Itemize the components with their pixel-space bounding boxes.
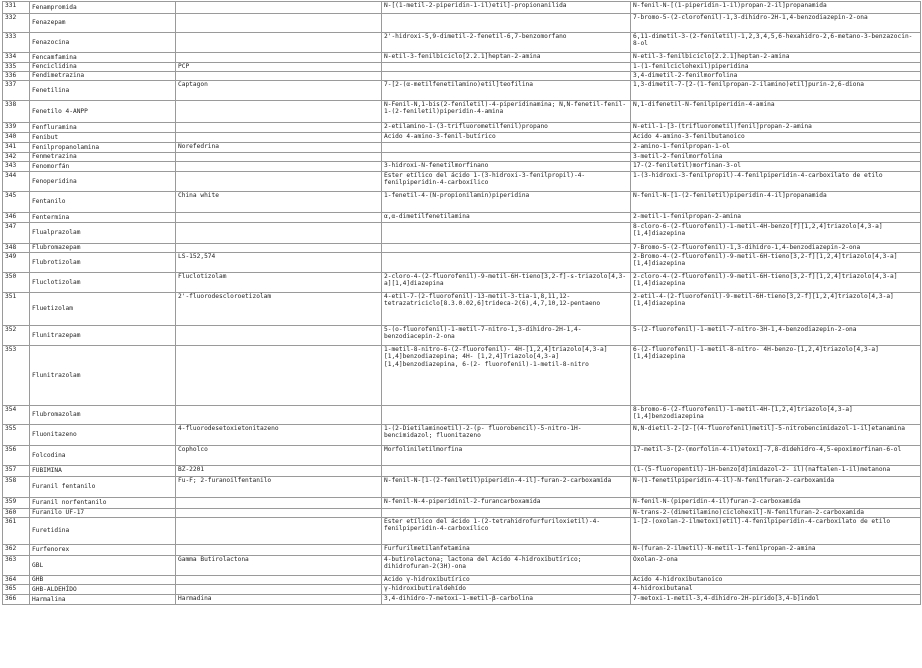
iupac-name-cell: 6-(2-fluorofenil)-1-metil-8-nitro- 4H-benzo-[1,2,4]triazolo[4,3-a][1,4]diazepina bbox=[631, 346, 921, 406]
row-number-cell: 347 bbox=[3, 223, 30, 244]
chemical-name-cell: 2'-hidroxi-5,9-dimetil-2-fenetil-6,7-benzomorfano bbox=[382, 33, 631, 53]
iupac-name-cell: 8-bromo-6-(2-fluorofenil)-1-metil-4H-[1,2,4]triazolo[4,3-a][1,4]benzodiazepina bbox=[631, 406, 921, 425]
substance-name-cell: Fenmetrazina bbox=[30, 153, 176, 162]
iupac-name-cell: N-etil-1-[3-(trifluorometil)fenil]propan-2-amina bbox=[631, 123, 921, 133]
chemical-name-cell: 2-cloro-4-(2-fluorofenil)-9-metil-6H-tieno[3,2-f]-s-triazolo[4,3-a][1,4]diazepina bbox=[382, 273, 631, 293]
table-row bbox=[3, 326, 921, 346]
chemical-name-cell: Furfurilmetilanfetamina bbox=[382, 545, 631, 556]
synonym-cell: Fluclotizolam bbox=[176, 273, 382, 293]
synonym-cell: Captagon bbox=[176, 81, 382, 101]
row-number-cell: 340 bbox=[3, 133, 30, 143]
substance-name-cell: Fentermina bbox=[30, 213, 176, 223]
chemical-name-cell: 2-etilamino-1-(3-trifluorometilfenil)propano bbox=[382, 123, 631, 133]
iupac-name-cell: 6,11-dimetil-3-(2-feniletil)-1,2,3,4,5,6-hexahidro-2,6-metano-3-benzazocin-8-ol bbox=[631, 33, 921, 53]
chemical-name-cell bbox=[382, 466, 631, 477]
row-number-cell: 332 bbox=[3, 14, 30, 33]
table-row bbox=[3, 545, 921, 556]
chemical-name-cell bbox=[382, 63, 631, 72]
substance-name-cell: GBL bbox=[30, 556, 176, 576]
iupac-name-cell: 17-metil-3-[2-(morfolin-4-il)etoxi]-7,8-didehidro-4,5-epoximorfinan-6-ol bbox=[631, 446, 921, 466]
chemical-name-cell: 3,4-dihidro-7-metoxi-1-metil-β-carbolina bbox=[382, 595, 631, 605]
synonym-cell bbox=[176, 14, 382, 33]
iupac-name-cell: N-fenil-N-[1-(2-feniletil)piperidin-4-il]propanamida bbox=[631, 192, 921, 213]
table-row bbox=[3, 346, 921, 406]
row-number-cell: 362 bbox=[3, 545, 30, 556]
chemical-name-cell: 1-metil-8-nitro-6-(2-fluorofenil)- 4H-[1,2,4]triazolo[4,3-a][1,4]benzodiazepina; 4H- [1,2,4]Triazolo[4,3-a][1,4]benzodiazepina, 6-(2- fluorofenil)-1-metil-8-nitro bbox=[382, 346, 631, 406]
iupac-name-cell: 2-etil-4-(2-fluorofenil)-9-metil-6H-tieno[3,2-f][1,2,4]triazolo[4,3-a][1,4]diazepina bbox=[631, 293, 921, 326]
row-number-cell: 335 bbox=[3, 63, 30, 72]
row-number-cell: 356 bbox=[3, 446, 30, 466]
table-body bbox=[3, 2, 921, 605]
chemical-name-cell: Ester etílico del ácido 1-(3-hidroxi-3-fenilpropil)-4-fenilpiperidin-4-carboxílico bbox=[382, 172, 631, 192]
chemical-name-cell: 1-fenetil-4-(N-propionilamin)piperidina bbox=[382, 192, 631, 213]
substance-name-cell: Fenilpropanolamina bbox=[30, 143, 176, 153]
substance-name-cell: Fenfluramina bbox=[30, 123, 176, 133]
substance-name-cell: Flubromazepam bbox=[30, 244, 176, 253]
chemical-name-cell: N-[(1-metil-2-piperidin-1-il)etil]-propionanilida bbox=[382, 2, 631, 14]
substance-name-cell: Fendimetrazina bbox=[30, 72, 176, 81]
iupac-name-cell: 3,4-dimetil-2-fenilmorfolina bbox=[631, 72, 921, 81]
row-number-cell: 350 bbox=[3, 273, 30, 293]
synonym-cell bbox=[176, 326, 382, 346]
synonym-cell: Harmadina bbox=[176, 595, 382, 605]
table-row bbox=[3, 14, 921, 33]
iupac-name-cell: 1-(1-fenilciclohexil)piperidina bbox=[631, 63, 921, 72]
row-number-cell: 364 bbox=[3, 576, 30, 585]
table-row bbox=[3, 2, 921, 14]
synonym-cell bbox=[176, 53, 382, 63]
table-row bbox=[3, 498, 921, 509]
substance-name-cell: Fluetizolam bbox=[30, 293, 176, 326]
row-number-cell: 336 bbox=[3, 72, 30, 81]
table-row bbox=[3, 293, 921, 326]
table-row bbox=[3, 477, 921, 498]
chemical-name-cell: 1-(2-Dietilaminoetil)-2-(p- fluorobencil)-5-nitro-1H-bencimidazol; fluonitazeno bbox=[382, 425, 631, 446]
iupac-name-cell: 4-hidroxibutanal bbox=[631, 585, 921, 595]
synonym-cell: PCP bbox=[176, 63, 382, 72]
table-row bbox=[3, 223, 921, 244]
iupac-name-cell: 7-metoxi-1-metil-3,4-dihidro-2H-pirido[3,4-b]indol bbox=[631, 595, 921, 605]
synonym-cell bbox=[176, 498, 382, 509]
chemical-name-cell: N-etil-3-fenilbiciclo[2.2.1]heptan-2-amina bbox=[382, 53, 631, 63]
substance-name-cell: Fenciclidina bbox=[30, 63, 176, 72]
table-row bbox=[3, 244, 921, 253]
row-number-cell: 331 bbox=[3, 2, 30, 14]
chemical-name-cell: N-fenil-N-4-piperidinil-2-furancarboxamida bbox=[382, 498, 631, 509]
iupac-name-cell: 1-[2-(oxolan-2-ilmetoxi)etil]-4-fenilpiperidin-4-carboxilato de etilo bbox=[631, 518, 921, 545]
substance-name-cell: Furanil fentanilo bbox=[30, 477, 176, 498]
iupac-name-cell: 2-amino-1-fenilpropan-1-ol bbox=[631, 143, 921, 153]
iupac-name-cell: Ácido 4-hidroxibutanoico bbox=[631, 576, 921, 585]
iupac-name-cell: 7-Bromo-5-(2-fluorofenil)-1,3-dihidro-1,4-benzodiazepin-2-ona bbox=[631, 244, 921, 253]
table-row bbox=[3, 253, 921, 273]
iupac-name-cell: 5-(2-fluorofenil)-1-metil-7-nitro-3H-1,4-benzodiazepin-2-ona bbox=[631, 326, 921, 346]
iupac-name-cell: N-fenil-N-[(1-piperidin-1-il)propan-2-il]propanamida bbox=[631, 2, 921, 14]
table-row bbox=[3, 446, 921, 466]
chemical-name-cell: 5-(o-fluorofenil)-1-metil-7-nitro-1,3-dihidro-2H-1,4-benzodiacepin-2-ona bbox=[382, 326, 631, 346]
table-row bbox=[3, 172, 921, 192]
table-row bbox=[3, 213, 921, 223]
synonym-cell bbox=[176, 123, 382, 133]
chemical-name-cell bbox=[382, 153, 631, 162]
substance-name-cell: Furetidina bbox=[30, 518, 176, 545]
table-row bbox=[3, 406, 921, 425]
iupac-name-cell: N-(1-fenetilpiperidin-4-il)-N-fenilfuran-2-carboxamida bbox=[631, 477, 921, 498]
row-number-cell: 355 bbox=[3, 425, 30, 446]
synonym-cell bbox=[176, 406, 382, 425]
row-number-cell: 366 bbox=[3, 595, 30, 605]
row-number-cell: 365 bbox=[3, 585, 30, 595]
substance-name-cell: Fenetilo 4-ANPP bbox=[30, 101, 176, 123]
chemical-name-cell: Ester etílico del ácido 1-(2-tetrahidrofurfuriloxietil)-4-fenilpiperidin-4-carboxílico bbox=[382, 518, 631, 545]
table-row bbox=[3, 595, 921, 605]
table-row bbox=[3, 585, 921, 595]
row-number-cell: 349 bbox=[3, 253, 30, 273]
chemical-name-cell: 3-hidroxi-N-fenetilmorfinano bbox=[382, 162, 631, 172]
substance-name-cell: Fencamfamina bbox=[30, 53, 176, 63]
substance-table bbox=[2, 1, 921, 605]
chemical-name-cell bbox=[382, 72, 631, 81]
row-number-cell: 333 bbox=[3, 33, 30, 53]
iupac-name-cell: N-(furan-2-ilmetil)-N-metil-1-fenilpropan-2-amina bbox=[631, 545, 921, 556]
synonym-cell bbox=[176, 576, 382, 585]
row-number-cell: 357 bbox=[3, 466, 30, 477]
substance-name-cell: Flubromazolam bbox=[30, 406, 176, 425]
table-row bbox=[3, 53, 921, 63]
substance-name-cell: Flunitrazepam bbox=[30, 326, 176, 346]
substance-name-cell: Fluclotizolam bbox=[30, 273, 176, 293]
synonym-cell: Copholco bbox=[176, 446, 382, 466]
chemical-name-cell bbox=[382, 509, 631, 518]
chemical-name-cell bbox=[382, 223, 631, 244]
row-number-cell: 351 bbox=[3, 293, 30, 326]
synonym-cell: China white bbox=[176, 192, 382, 213]
chemical-name-cell: N-Fenil-N,1-bis(2-feniletil)-4-piperidinamina; N,N-fenetil-fenil-1-(2-feniletil)piperidin-4-amina bbox=[382, 101, 631, 123]
iupac-name-cell: 3-metil-2-fenilmorfolina bbox=[631, 153, 921, 162]
substance-name-cell: Fenoperidina bbox=[30, 172, 176, 192]
table-row bbox=[3, 101, 921, 123]
substance-name-cell: Furfenorex bbox=[30, 545, 176, 556]
iupac-name-cell: N,1-difenetil-N-fenilpiperidin-4-amina bbox=[631, 101, 921, 123]
row-number-cell: 345 bbox=[3, 192, 30, 213]
row-number-cell: 353 bbox=[3, 346, 30, 406]
row-number-cell: 339 bbox=[3, 123, 30, 133]
iupac-name-cell: 1,3-dimetil-7-[2-(1-fenilpropan-2-ilamino)etil]purin-2,6-diona bbox=[631, 81, 921, 101]
synonym-cell bbox=[176, 153, 382, 162]
iupac-name-cell: 7-bromo-5-(2-clorofenil)-1,3-dihidro-2H-1,4-benzodiazepin-2-ona bbox=[631, 14, 921, 33]
iupac-name-cell: N,N-dietil-2-[2-[(4-fluorofenil)metil]-5-nitrobencimidazol-1-il]etanamina bbox=[631, 425, 921, 446]
table-row bbox=[3, 466, 921, 477]
chemical-name-cell: α,α-dimetilfenetilamina bbox=[382, 213, 631, 223]
table-row bbox=[3, 273, 921, 293]
iupac-name-cell: N-etil-3-fenilbiciclo[2.2.1]heptan-2-amina bbox=[631, 53, 921, 63]
chemical-name-cell: Morfoliniletilmorfina bbox=[382, 446, 631, 466]
synonym-cell bbox=[176, 162, 382, 172]
row-number-cell: 334 bbox=[3, 53, 30, 63]
table-row bbox=[3, 425, 921, 446]
substance-name-cell: Fluonitazeno bbox=[30, 425, 176, 446]
iupac-name-cell: 2-cloro-4-(2-fluorofenil)-9-metil-6H-tieno[3,2-f][1,2,4]triazolo[4,3-a][1,4]diazepina bbox=[631, 273, 921, 293]
synonym-cell bbox=[176, 509, 382, 518]
table-row bbox=[3, 556, 921, 576]
chemical-name-cell: N-fenil-N-[1-(2-feniletil)piperidin-4-il]-furan-2-carboxamida bbox=[382, 477, 631, 498]
row-number-cell: 338 bbox=[3, 101, 30, 123]
table-row bbox=[3, 509, 921, 518]
chemical-name-cell bbox=[382, 14, 631, 33]
synonym-cell: Norefedrina bbox=[176, 143, 382, 153]
substance-name-cell: Fenomorfán bbox=[30, 162, 176, 172]
synonym-cell bbox=[176, 585, 382, 595]
table-row bbox=[3, 518, 921, 545]
substance-name-cell: GHB bbox=[30, 576, 176, 585]
table-row bbox=[3, 72, 921, 81]
substance-name-cell: Fenibut bbox=[30, 133, 176, 143]
row-number-cell: 344 bbox=[3, 172, 30, 192]
chemical-name-cell: Ácido 4-amino-3-fenil-butírico bbox=[382, 133, 631, 143]
row-number-cell: 342 bbox=[3, 153, 30, 162]
iupac-name-cell: 8-cloro-6-(2-fluorofenil)-1-metil-4H-benzo[f][1,2,4]triazolo[4,3-a][1,4]diazepina bbox=[631, 223, 921, 244]
chemical-name-cell: 7-[2-(α-metilfenetilamino)etil]teofilina bbox=[382, 81, 631, 101]
table-row bbox=[3, 133, 921, 143]
iupac-name-cell: 2-metil-1-fenilpropan-2-amina bbox=[631, 213, 921, 223]
chemical-name-cell bbox=[382, 244, 631, 253]
row-number-cell: 358 bbox=[3, 477, 30, 498]
synonym-cell bbox=[176, 72, 382, 81]
iupac-name-cell: N-trans-2-(dimetilamino)ciclohexil]-N-fenilfuran-2-carboxamida bbox=[631, 509, 921, 518]
synonym-cell bbox=[176, 33, 382, 53]
synonym-cell: 4-fluorodesetoxietonitazeno bbox=[176, 425, 382, 446]
substance-name-cell: Fenazocina bbox=[30, 33, 176, 53]
synonym-cell bbox=[176, 223, 382, 244]
row-number-cell: 361 bbox=[3, 518, 30, 545]
iupac-name-cell: 17-(2-feniletil)morfinan-3-ol bbox=[631, 162, 921, 172]
synonym-cell bbox=[176, 2, 382, 14]
synonym-cell bbox=[176, 518, 382, 545]
table-row bbox=[3, 162, 921, 172]
substance-name-cell: Fentanilo bbox=[30, 192, 176, 213]
row-number-cell: 359 bbox=[3, 498, 30, 509]
substance-name-cell: Fenampromida bbox=[30, 2, 176, 14]
substance-name-cell: Harmalina bbox=[30, 595, 176, 605]
substance-name-cell: Fenazepam bbox=[30, 14, 176, 33]
chemical-name-cell: γ-hidroxibutiraldehído bbox=[382, 585, 631, 595]
synonym-cell bbox=[176, 133, 382, 143]
synonym-cell bbox=[176, 346, 382, 406]
table-row bbox=[3, 63, 921, 72]
row-number-cell: 352 bbox=[3, 326, 30, 346]
synonym-cell: 2'-fluorodescloroetizolam bbox=[176, 293, 382, 326]
row-number-cell: 346 bbox=[3, 213, 30, 223]
substance-name-cell: Folcodina bbox=[30, 446, 176, 466]
chemical-name-cell bbox=[382, 406, 631, 425]
substance-name-cell: FUBIMINA bbox=[30, 466, 176, 477]
iupac-name-cell: 1-(3-hidroxi-3-fenilpropil)-4-fenilpiperidin-4-carboxilato de etilo bbox=[631, 172, 921, 192]
substance-name-cell: Flualprazolam bbox=[30, 223, 176, 244]
substance-name-cell: Flunitrazolam bbox=[30, 346, 176, 406]
synonym-cell bbox=[176, 101, 382, 123]
iupac-name-cell: (1-(5-fluoropentil)-1H-benzo[d]imidazol-2- il)(naftalen-1-il)metanona bbox=[631, 466, 921, 477]
row-number-cell: 363 bbox=[3, 556, 30, 576]
chemical-name-cell bbox=[382, 143, 631, 153]
table-row bbox=[3, 123, 921, 133]
table-row bbox=[3, 153, 921, 162]
substance-name-cell: Flubrotizolam bbox=[30, 253, 176, 273]
row-number-cell: 354 bbox=[3, 406, 30, 425]
synonym-cell bbox=[176, 213, 382, 223]
chemical-name-cell: 4-etil-7-(2-fluorofenil)-13-metil-3-tia-1,8,11,12-tetrazatriciclo[8.3.0.02,6]trideca-2(6),4,7,10,12-pentaeno bbox=[382, 293, 631, 326]
substance-name-cell: Furanil norfentanilo bbox=[30, 498, 176, 509]
substance-name-cell: Furanilo UF-17 bbox=[30, 509, 176, 518]
iupac-name-cell: 2-Bromo-4-(2-fluorofenil)-9-metil-6H-tieno[3,2-f][1,2,4]triazolo[4,3-a][1,4]diazepina bbox=[631, 253, 921, 273]
synonym-cell: Fu-F; 2-furanoilfentanilo bbox=[176, 477, 382, 498]
table-row bbox=[3, 33, 921, 53]
substance-name-cell: GHB-ALDEHÍDO bbox=[30, 585, 176, 595]
chemical-name-cell: Ácido γ-hidroxibutírico bbox=[382, 576, 631, 585]
synonym-cell bbox=[176, 545, 382, 556]
synonym-cell: LS-152,574 bbox=[176, 253, 382, 273]
table-row bbox=[3, 192, 921, 213]
table-row bbox=[3, 81, 921, 101]
synonym-cell: Gamma Butirolactona bbox=[176, 556, 382, 576]
chemical-name-cell bbox=[382, 253, 631, 273]
iupac-name-cell: N-fenil-N-(piperidin-4-il)furan-2-carboxamida bbox=[631, 498, 921, 509]
table-row bbox=[3, 576, 921, 585]
substance-name-cell: Fenetilina bbox=[30, 81, 176, 101]
row-number-cell: 343 bbox=[3, 162, 30, 172]
row-number-cell: 337 bbox=[3, 81, 30, 101]
row-number-cell: 348 bbox=[3, 244, 30, 253]
row-number-cell: 341 bbox=[3, 143, 30, 153]
row-number-cell: 360 bbox=[3, 509, 30, 518]
table-row bbox=[3, 143, 921, 153]
iupac-name-cell: Oxolan-2-ona bbox=[631, 556, 921, 576]
iupac-name-cell: Ácido 4-amino-3-fenilbutanoico bbox=[631, 133, 921, 143]
synonym-cell: BZ-2201 bbox=[176, 466, 382, 477]
synonym-cell bbox=[176, 172, 382, 192]
synonym-cell bbox=[176, 244, 382, 253]
chemical-name-cell: 4-butirolactona; lactona del Ácido 4-hidroxibutírico; dihidrofuran-2(3H)-ona bbox=[382, 556, 631, 576]
